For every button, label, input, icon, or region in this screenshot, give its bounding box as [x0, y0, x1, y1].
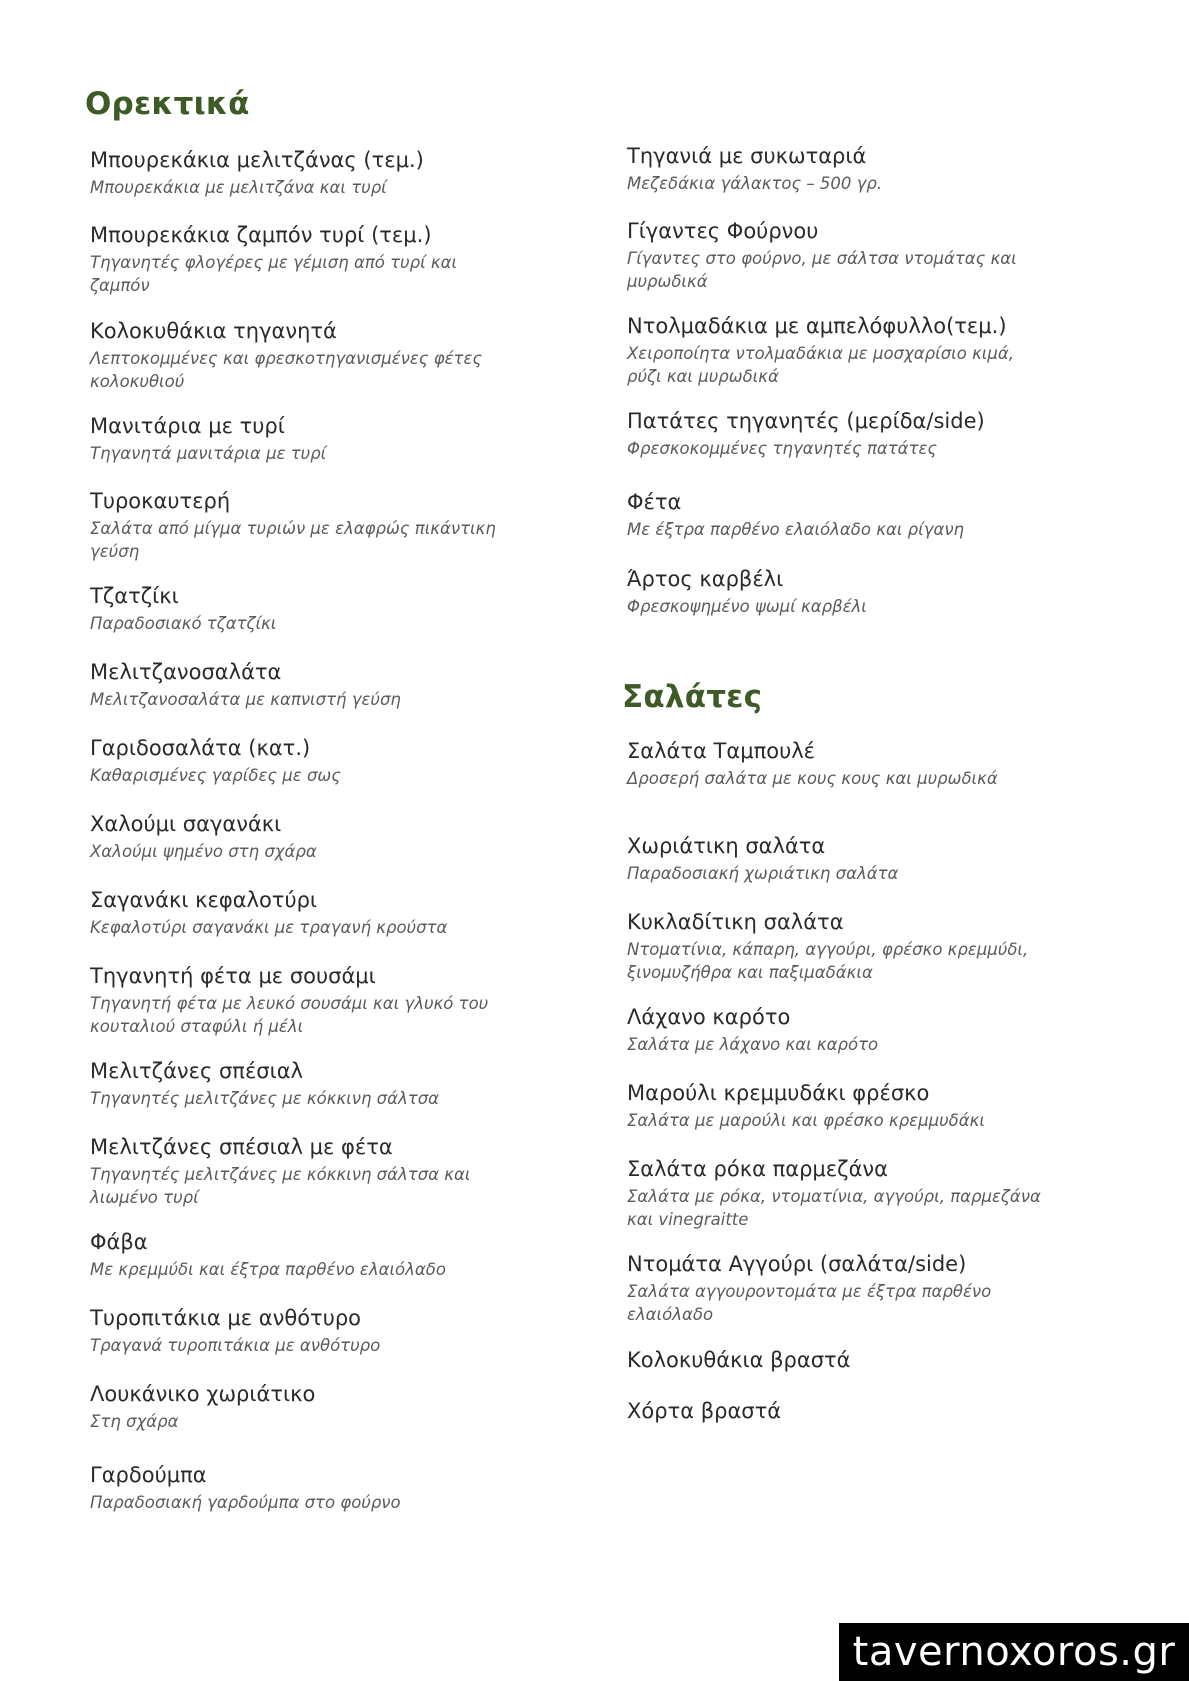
item-description: Τηγανητές φλογέρες με γέμιση από τυρί και ζαμπόν	[90, 253, 458, 295]
menu-item	[90, 146, 510, 199]
item-name: Μαρούλι κρεμμυδάκι φρέσκο	[627, 1081, 930, 1105]
item-description: Με έξτρα παρθένο ελαιόλαδο και ρίγανη	[627, 520, 965, 539]
item-name: Τυροπιτάκια με ανθότυρο	[90, 1306, 362, 1330]
item-name: Κυκλαδίτικη σαλάτα	[627, 910, 844, 934]
menu-item	[627, 1155, 1042, 1231]
menu-item	[90, 962, 510, 1038]
item-name: Ντολμαδάκια με αμπελόφυλλο(τεμ.)	[627, 314, 1007, 338]
menu-item	[627, 312, 1042, 388]
item-description: Δροσερή σαλάτα με κους κους και μυρωδικά	[627, 769, 998, 788]
menu-item	[90, 487, 510, 563]
item-description: Καθαρισμένες γαρίδες με σως	[90, 766, 341, 785]
item-name: Σαλάτα Ταμπουλέ	[627, 739, 815, 763]
item-description: Χειροποίητα ντολμαδάκια με μοσχαρίσιο κιμά, ρύζι και μυρωδικά	[627, 344, 1015, 386]
item-name: Φέτα	[627, 490, 682, 514]
item-name: Πατάτες τηγανητές (μερίδα/side)	[627, 409, 985, 433]
item-name: Κολοκυθάκια τηγανητά	[90, 319, 337, 343]
item-name: Λουκάνικο χωριάτικο	[90, 1382, 316, 1406]
item-description: Στη σχάρα	[90, 1412, 179, 1431]
item-description: Μελιτζανοσαλάτα με καπνιστή γεύση	[90, 690, 401, 709]
item-name: Τυροκαυτερή	[90, 489, 231, 513]
item-description: Ντοματίνια, κάπαρη, αγγούρι, φρέσκο κρεμμύδι, ξινομυζήθρα και παξιμαδάκια	[627, 940, 1029, 982]
item-description: Σαλάτα με λάχανο και καρότο	[627, 1035, 879, 1054]
item-description: Σαλάτα από μίγμα τυριών με ελαφρώς πικάντικη γεύση	[90, 519, 496, 561]
menu-item	[90, 1380, 510, 1433]
item-name: Άρτος καρβέλι	[627, 567, 784, 591]
item-description: Παραδοσιακή γαρδούμπα στο φούρνο	[90, 1493, 401, 1512]
item-name: Μπουρεκάκια ζαμπόν τυρί (τεμ.)	[90, 223, 432, 247]
menu-item	[90, 1133, 510, 1209]
item-name: Λάχανο καρότο	[627, 1005, 791, 1029]
menu-item	[627, 1250, 1042, 1326]
item-description: Σαλάτα με μαρούλι και φρέσκο κρεμμυδάκι	[627, 1111, 985, 1130]
menu-item	[627, 1079, 1042, 1132]
item-description: Τραγανά τυροπιτάκια με ανθότυρο	[90, 1336, 381, 1355]
menu-item	[90, 810, 510, 863]
item-name: Μελιτζανοσαλάτα	[90, 660, 282, 684]
site-watermark: tavernoxoros.gr	[839, 1623, 1189, 1681]
menu-item	[627, 1397, 1042, 1425]
menu-item	[627, 407, 1042, 460]
menu-item	[627, 142, 1042, 195]
item-description: Τηγανητές μελιτζάνες με κόκκινη σάλτσα και λιωμένο τυρί	[90, 1165, 471, 1207]
item-description: Σαλάτα αγγουροντομάτα με έξτρα παρθένο ελαιόλαδο	[627, 1282, 992, 1324]
item-name: Φάβα	[90, 1230, 148, 1254]
section-title-salates: Σαλάτες	[622, 679, 763, 715]
item-name: Χαλούμι σαγανάκι	[90, 812, 282, 836]
item-description: Λεπτοκομμένες και φρεσκοτηγανισμένες φέτες κολοκυθιού	[90, 349, 483, 391]
item-description: Σαλάτα με ρόκα, ντοματίνια, αγγούρι, παρμεζάνα και vinegraitte	[627, 1187, 1041, 1229]
menu-item	[90, 1304, 510, 1357]
item-name: Ντομάτα Αγγούρι (σαλάτα/side)	[627, 1252, 967, 1276]
item-name: Γαριδοσαλάτα (κατ.)	[90, 736, 311, 760]
item-description: Με κρεμμύδι και έξτρα παρθένο ελαιόλαδο	[90, 1260, 446, 1279]
menu-item	[627, 1346, 1042, 1374]
item-description: Μπουρεκάκια με μελιτζάνα και τυρί	[90, 178, 387, 197]
menu-item	[627, 565, 1042, 618]
item-description: Παραδοσιακή χωριάτικη σαλάτα	[627, 864, 899, 883]
menu-item	[90, 412, 510, 465]
menu-item	[627, 832, 1042, 885]
item-name: Τζατζίκι	[90, 584, 179, 608]
item-description: Παραδοσιακό τζατζίκι	[90, 614, 277, 633]
menu-item	[90, 1228, 510, 1281]
item-name: Τηγανητή φέτα με σουσάμι	[90, 964, 376, 988]
item-name: Μελιτζάνες σπέσιαλ	[90, 1059, 303, 1083]
section-title-orektika: Ορεκτικά	[85, 86, 250, 122]
item-name: Μανιτάρια με τυρί	[90, 414, 285, 438]
menu-item	[90, 317, 510, 393]
item-description: Μεζεδάκια γάλακτος – 500 γρ.	[627, 174, 883, 193]
menu-item	[90, 886, 510, 939]
item-name: Μελιτζάνες σπέσιαλ με φέτα	[90, 1135, 393, 1159]
menu-item	[90, 734, 510, 787]
item-name: Σαγανάκι κεφαλοτύρι	[90, 888, 318, 912]
item-name: Μπουρεκάκια μελιτζάνας (τεμ.)	[90, 148, 424, 172]
menu-item	[90, 1057, 510, 1110]
item-name: Σαλάτα ρόκα παρμεζάνα	[627, 1157, 888, 1181]
item-name: Τηγανιά με συκωταριά	[627, 144, 867, 168]
item-description: Κεφαλοτύρι σαγανάκι με τραγανή κρούστα	[90, 918, 448, 937]
menu-item	[627, 217, 1042, 293]
menu-item	[627, 908, 1042, 984]
menu-item	[90, 582, 510, 635]
item-name: Χόρτα βραστά	[627, 1399, 782, 1423]
item-name: Κολοκυθάκια βραστά	[627, 1348, 851, 1372]
item-description: Φρεσκοψημένο ψωμί καρβέλι	[627, 597, 867, 616]
item-name: Γίγαντες Φούρνου	[627, 219, 819, 243]
item-description: Χαλούμι ψημένο στη σχάρα	[90, 842, 317, 861]
menu-item	[90, 221, 510, 297]
item-description: Τηγανητά μανιτάρια με τυρί	[90, 444, 327, 463]
item-description: Τηγανητές μελιτζάνες με κόκκινη σάλτσα	[90, 1089, 440, 1108]
item-name: Χωριάτικη σαλάτα	[627, 834, 826, 858]
menu-item	[627, 1003, 1042, 1056]
item-description: Φρεσκοκομμένες τηγανητές πατάτες	[627, 439, 938, 458]
item-description: Γίγαντες στο φούρνο, με σάλτσα ντομάτας και μυρωδικά	[627, 249, 1017, 291]
menu-item	[90, 1461, 510, 1514]
menu-item	[90, 658, 510, 711]
menu-item	[627, 488, 1042, 541]
menu-item	[627, 737, 1042, 790]
item-description: Τηγανητή φέτα με λευκό σουσάμι και γλυκό του κουταλιού σταφύλι ή μέλι	[90, 994, 489, 1036]
item-name: Γαρδούμπα	[90, 1463, 207, 1487]
